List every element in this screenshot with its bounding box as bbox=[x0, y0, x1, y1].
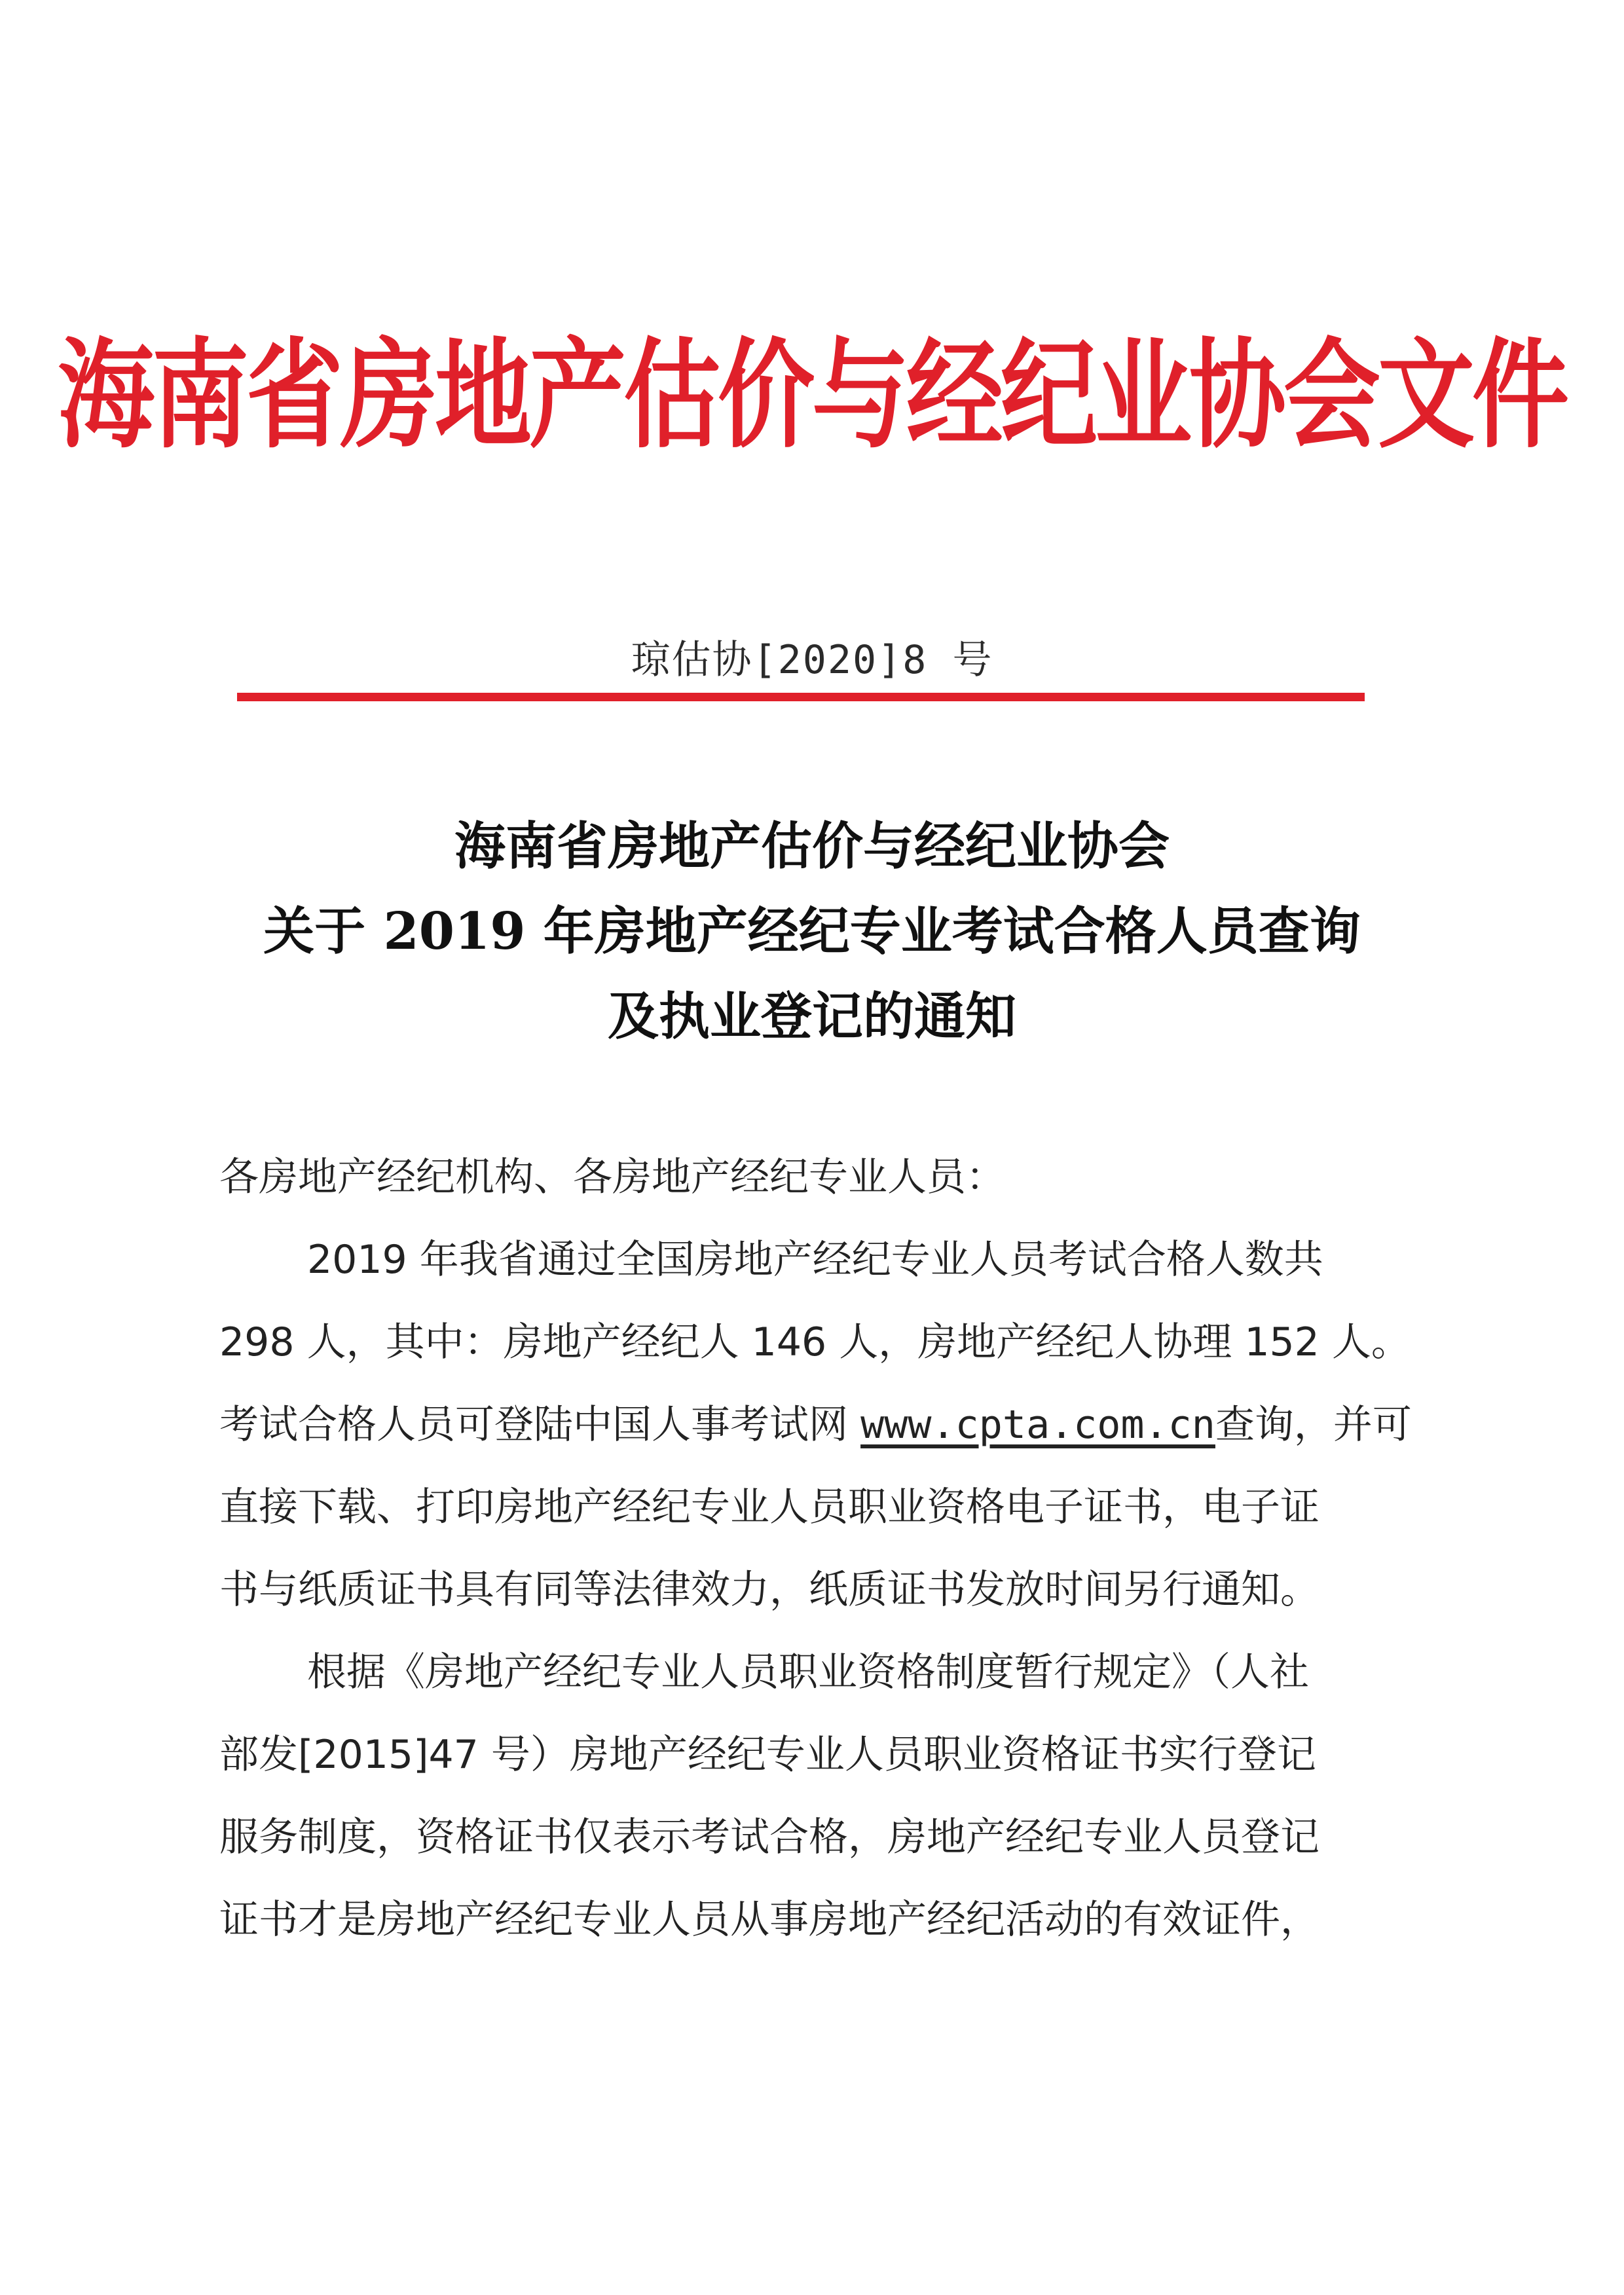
masthead-title: 海南省房地产估价与经纪业协会文件 bbox=[58, 327, 1566, 464]
paragraph-1-line-5: 书与纸质证书具有同等法律效力，纸质证书发放时间另行通知。 bbox=[219, 1567, 1320, 1613]
paragraph-1-line-3-pre: 考试合格人员可登陆中国人事考试网 bbox=[219, 1402, 861, 1448]
paragraph-1-line-3 bbox=[219, 1384, 1411, 1466]
paragraph-2-line-4: 证书才是房地产经纪专业人员从事房地产经纪活动的有效证件， bbox=[219, 1897, 1320, 1943]
paragraph-1-line-3-post: 查询，并可 bbox=[1215, 1402, 1412, 1448]
paragraph-2-line-1: 根据《房地产经纪专业人员职业资格制度暂行规定》（人社 bbox=[307, 1649, 1309, 1695]
document-number: 琼估协[2020]8 号 bbox=[631, 637, 993, 683]
paragraph-1-line-4: 直接下载、打印房地产经纪专业人员职业资格电子证书，电子证 bbox=[219, 1484, 1320, 1530]
title-line-1: 海南省房地产估价与经纪业协会 bbox=[454, 817, 1170, 876]
notice-body bbox=[219, 1136, 1411, 1961]
red-divider-rule bbox=[237, 693, 1365, 701]
paragraph-2-line-2: 部发[2015]47 号）房地产经纪专业人员职业资格证书实行登记 bbox=[219, 1732, 1316, 1778]
title-line-2: 关于 2019 年房地产经纪专业考试合格人员查询 bbox=[263, 902, 1361, 961]
paragraph-1-line-2: 298 人，其中：房地产经纪人 146 人，房地产经纪人协理 152 人。 bbox=[219, 1319, 1411, 1365]
title-line-3: 及执业登记的通知 bbox=[607, 987, 1016, 1046]
cpta-website-link[interactable]: www.cpta.com.cn bbox=[860, 1402, 1215, 1448]
paragraph-1-line-1: 2019 年我省通过全国房地产经纪专业人员考试合格人数共 bbox=[307, 1237, 1323, 1283]
notice-title bbox=[0, 804, 1624, 1059]
paragraph-2-line-3: 服务制度，资格证书仅表示考试合格，房地产经纪专业人员登记 bbox=[219, 1814, 1320, 1860]
salutation: 各房地产经纪机构、各房地产经纪专业人员： bbox=[219, 1154, 1005, 1200]
